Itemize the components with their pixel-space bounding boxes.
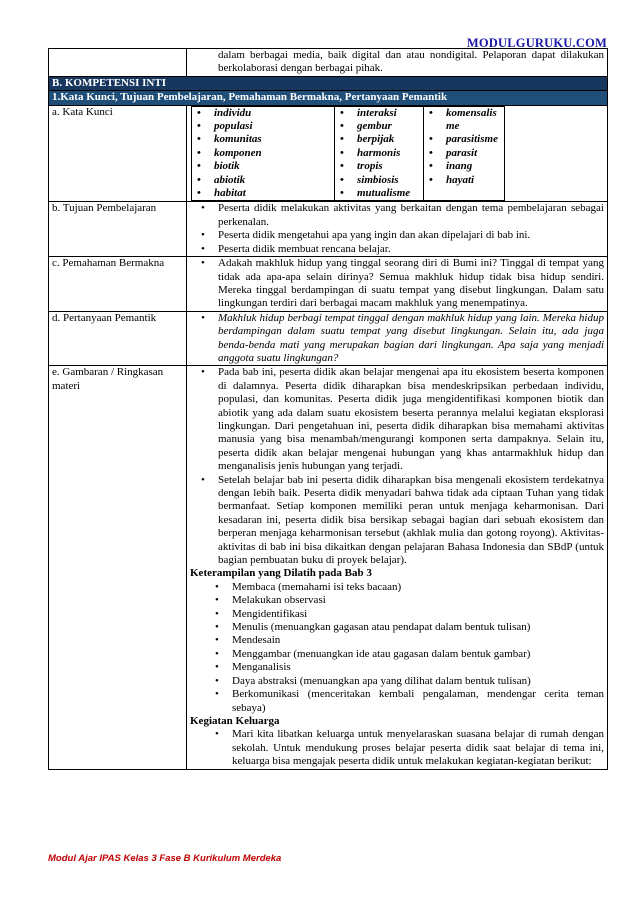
keyword-item: • hayati <box>424 174 504 187</box>
questions-row <box>49 311 608 366</box>
summary-cell <box>187 366 608 769</box>
keyword-item: • komensalis me <box>424 107 504 134</box>
skill-item: • Menganalisis <box>190 661 604 674</box>
skill-item: • Menulis (menuangkan gagasan atau pendapat dalam bentuk tulisan) <box>190 621 604 634</box>
site-header-link[interactable]: MODULGURUKU.COM <box>466 36 607 50</box>
page-footer: Modul Ajar IPAS Kelas 3 Fase B Kurikulum Merdeka <box>48 853 282 864</box>
keyword-item: • harmonis <box>335 147 423 160</box>
intro-row <box>49 49 608 77</box>
goals-label: b. Tujuan Pembelajaran <box>49 202 187 257</box>
summary-row <box>49 366 608 769</box>
section-title: B. KOMPETENSI INTI <box>49 76 608 90</box>
keywords-col-3 <box>424 106 505 201</box>
keyword-item: • habitat <box>192 187 334 200</box>
skill-item: • Mengidentifikasi <box>190 608 604 621</box>
goal-item: • Peserta didik melakukan aktivitas yang berkaitan dengan tema pembelajaran sebagai perkenalan. <box>190 202 604 229</box>
intro-text: dalam berbagai media, baik digital dan atau nondigital. Pelaporan dapat dilakukan berkolaborasi dengan berbagai pihak. <box>218 49 604 75</box>
keyword-item: • komunitas <box>192 133 334 146</box>
family-title: Kegiatan Keluarga <box>190 714 280 727</box>
skill-item: • Berkomunikasi (menceritakan kembali pengalaman, mendengar cerita teman sebaya) <box>190 688 604 715</box>
keyword-item: • tropis <box>335 160 423 173</box>
summary-label: e. Gambaran / Ringkasan materi <box>49 366 187 769</box>
questions-cell <box>187 311 608 366</box>
skills-title: Keterampilan yang Dilatih pada Bab 3 <box>190 567 372 580</box>
skill-item: • Membaca (memahami isi teks bacaan) <box>190 581 604 594</box>
keywords-col-2 <box>335 106 424 201</box>
family-item: • Mari kita libatkan keluarga untuk menyelaraskan suasana belajar di rumah dengan sekolah. Untuk mendukung proses belajar peserta didik saat belajar di tema ini, keluarga bisa mengajak peserta didik untuk melakukan kegiatan-kegiatan berikut: <box>190 728 604 768</box>
summary-item: • Pada bab ini, peserta didik akan belajar mengenai apa itu ekosistem beserta komponen di dalamnya. Peserta didik diharapkan bisa mendeskripsikan perbedaan individu, populasi, dan komunitas. Peserta didik juga mengidentifikasi komponen biotik dan abiotik yang ada dalam suatu ekosistem beserta perannya melalui kegiatan eksplorasi lingkungan. Dari pengetahuan ini, peserta didik diharapkan bisa memahami aktivitas manusia yang bisa menambah/mengurangi komponen serta dampaknya. Selain itu, peserta didik akan belajar mengenai hubungan yang khas antarmakhluk hidup dan menganalisis jenis hubungan yang terjadi. <box>190 366 604 473</box>
section-row <box>49 76 608 90</box>
goal-item: • Peserta didik membuat rencana belajar. <box>190 243 604 256</box>
question-item: • Makhluk hidup berbagi tempat tinggal dengan makhluk hidup yang lain. Mereka hidup berdampingan dalam suatu tempat yang disebut lingkungan. Selain itu, ada juga benda-benda mati yang merupakan bagian dari lingkungan. Apa saja yang menjadi anggota suatu lingkungan? <box>190 312 604 366</box>
keywords-row <box>49 105 608 202</box>
keyword-item: • mutualisme <box>335 187 423 200</box>
keyword-item: • parasit <box>424 147 504 160</box>
skill-item: • Mendesain <box>190 634 604 647</box>
skill-item: • Melakukan observasi <box>190 594 604 607</box>
keywords-cell <box>187 105 608 202</box>
questions-label: d. Pertanyaan Pemantik <box>49 311 187 366</box>
goal-item: • Peserta didik mengetahui apa yang ingin dan akan dipelajari di bab ini. <box>190 229 604 242</box>
goals-row <box>49 202 608 257</box>
document-body <box>48 48 608 770</box>
summary-item: • Setelah belajar bab ini peserta didik diharapkan bisa mengenali ekosistem terdekatnya dengan lebih baik. Peserta didik menyadari bahwa tidak ada ciptaan Tuhan yang tidak bermanfaat. Setiap komponen memiliki peran untuk menjaga keharmonisan. Dari kesadaran ini, peserta didik bisa bersikap sebagai bagian dari sebuah ekosistem dan berperan menjaga keharmonisan tersebut (akhlak mulia dan gotong royong). Aktivitas-aktivitas di bab ini bisa dikaitkan dengan pelajaran Bahasa Indonesia dan SBdP (untuk bagian pembuatan buku di proyek belajar). <box>190 474 604 568</box>
subsection-row <box>49 91 608 105</box>
keyword-item: • biotik <box>192 160 334 173</box>
subsection-title: 1.Kata Kunci, Tujuan Pembelajaran, Pemahaman Bermakna, Pertanyaan Pemantik <box>49 91 608 105</box>
meaning-row <box>49 257 608 312</box>
skill-item: • Menggambar (menuangkan ide atau gagasan dalam bentuk gambar) <box>190 648 604 661</box>
meaning-item: • Adakah makhluk hidup yang tinggal seorang diri di Bumi ini? Tinggal di tempat yang tidak ada apa-apa selain dirinya? Semua makhluk hidup tidak bisa hidup sendiri. Mereka tinggal berdampingan di suatu tempat yang disebut lingkungan. Dalam satu lingkungan terdiri dari berbagai macam makhluk yang menempatinya. <box>190 257 604 311</box>
competency-table <box>48 48 608 770</box>
intro-cell <box>187 49 608 77</box>
keywords-col-1 <box>192 106 335 201</box>
skill-item: • Daya abstraksi (menuangkan apa yang dilihat dalam bentuk tulisan) <box>190 675 604 688</box>
meaning-cell <box>187 257 608 312</box>
keyword-item: • interaksi <box>335 107 423 120</box>
keywords-label: a. Kata Kunci <box>49 105 187 202</box>
keyword-item: • simbiosis <box>335 174 423 187</box>
keyword-item: • gembur <box>335 120 423 133</box>
keyword-item: • berpijak <box>335 133 423 146</box>
keyword-item: • populasi <box>192 120 334 133</box>
keyword-item: • parasitisme <box>424 133 504 146</box>
keyword-item: • abiotik <box>192 174 334 187</box>
intro-label-cell <box>49 49 187 77</box>
keywords-grid <box>191 106 505 202</box>
goals-cell <box>187 202 608 257</box>
keyword-item: • individu <box>192 107 334 120</box>
meaning-label: c. Pemahaman Bermakna <box>49 257 187 312</box>
keyword-item: • komponen <box>192 147 334 160</box>
keyword-item: • inang <box>424 160 504 173</box>
